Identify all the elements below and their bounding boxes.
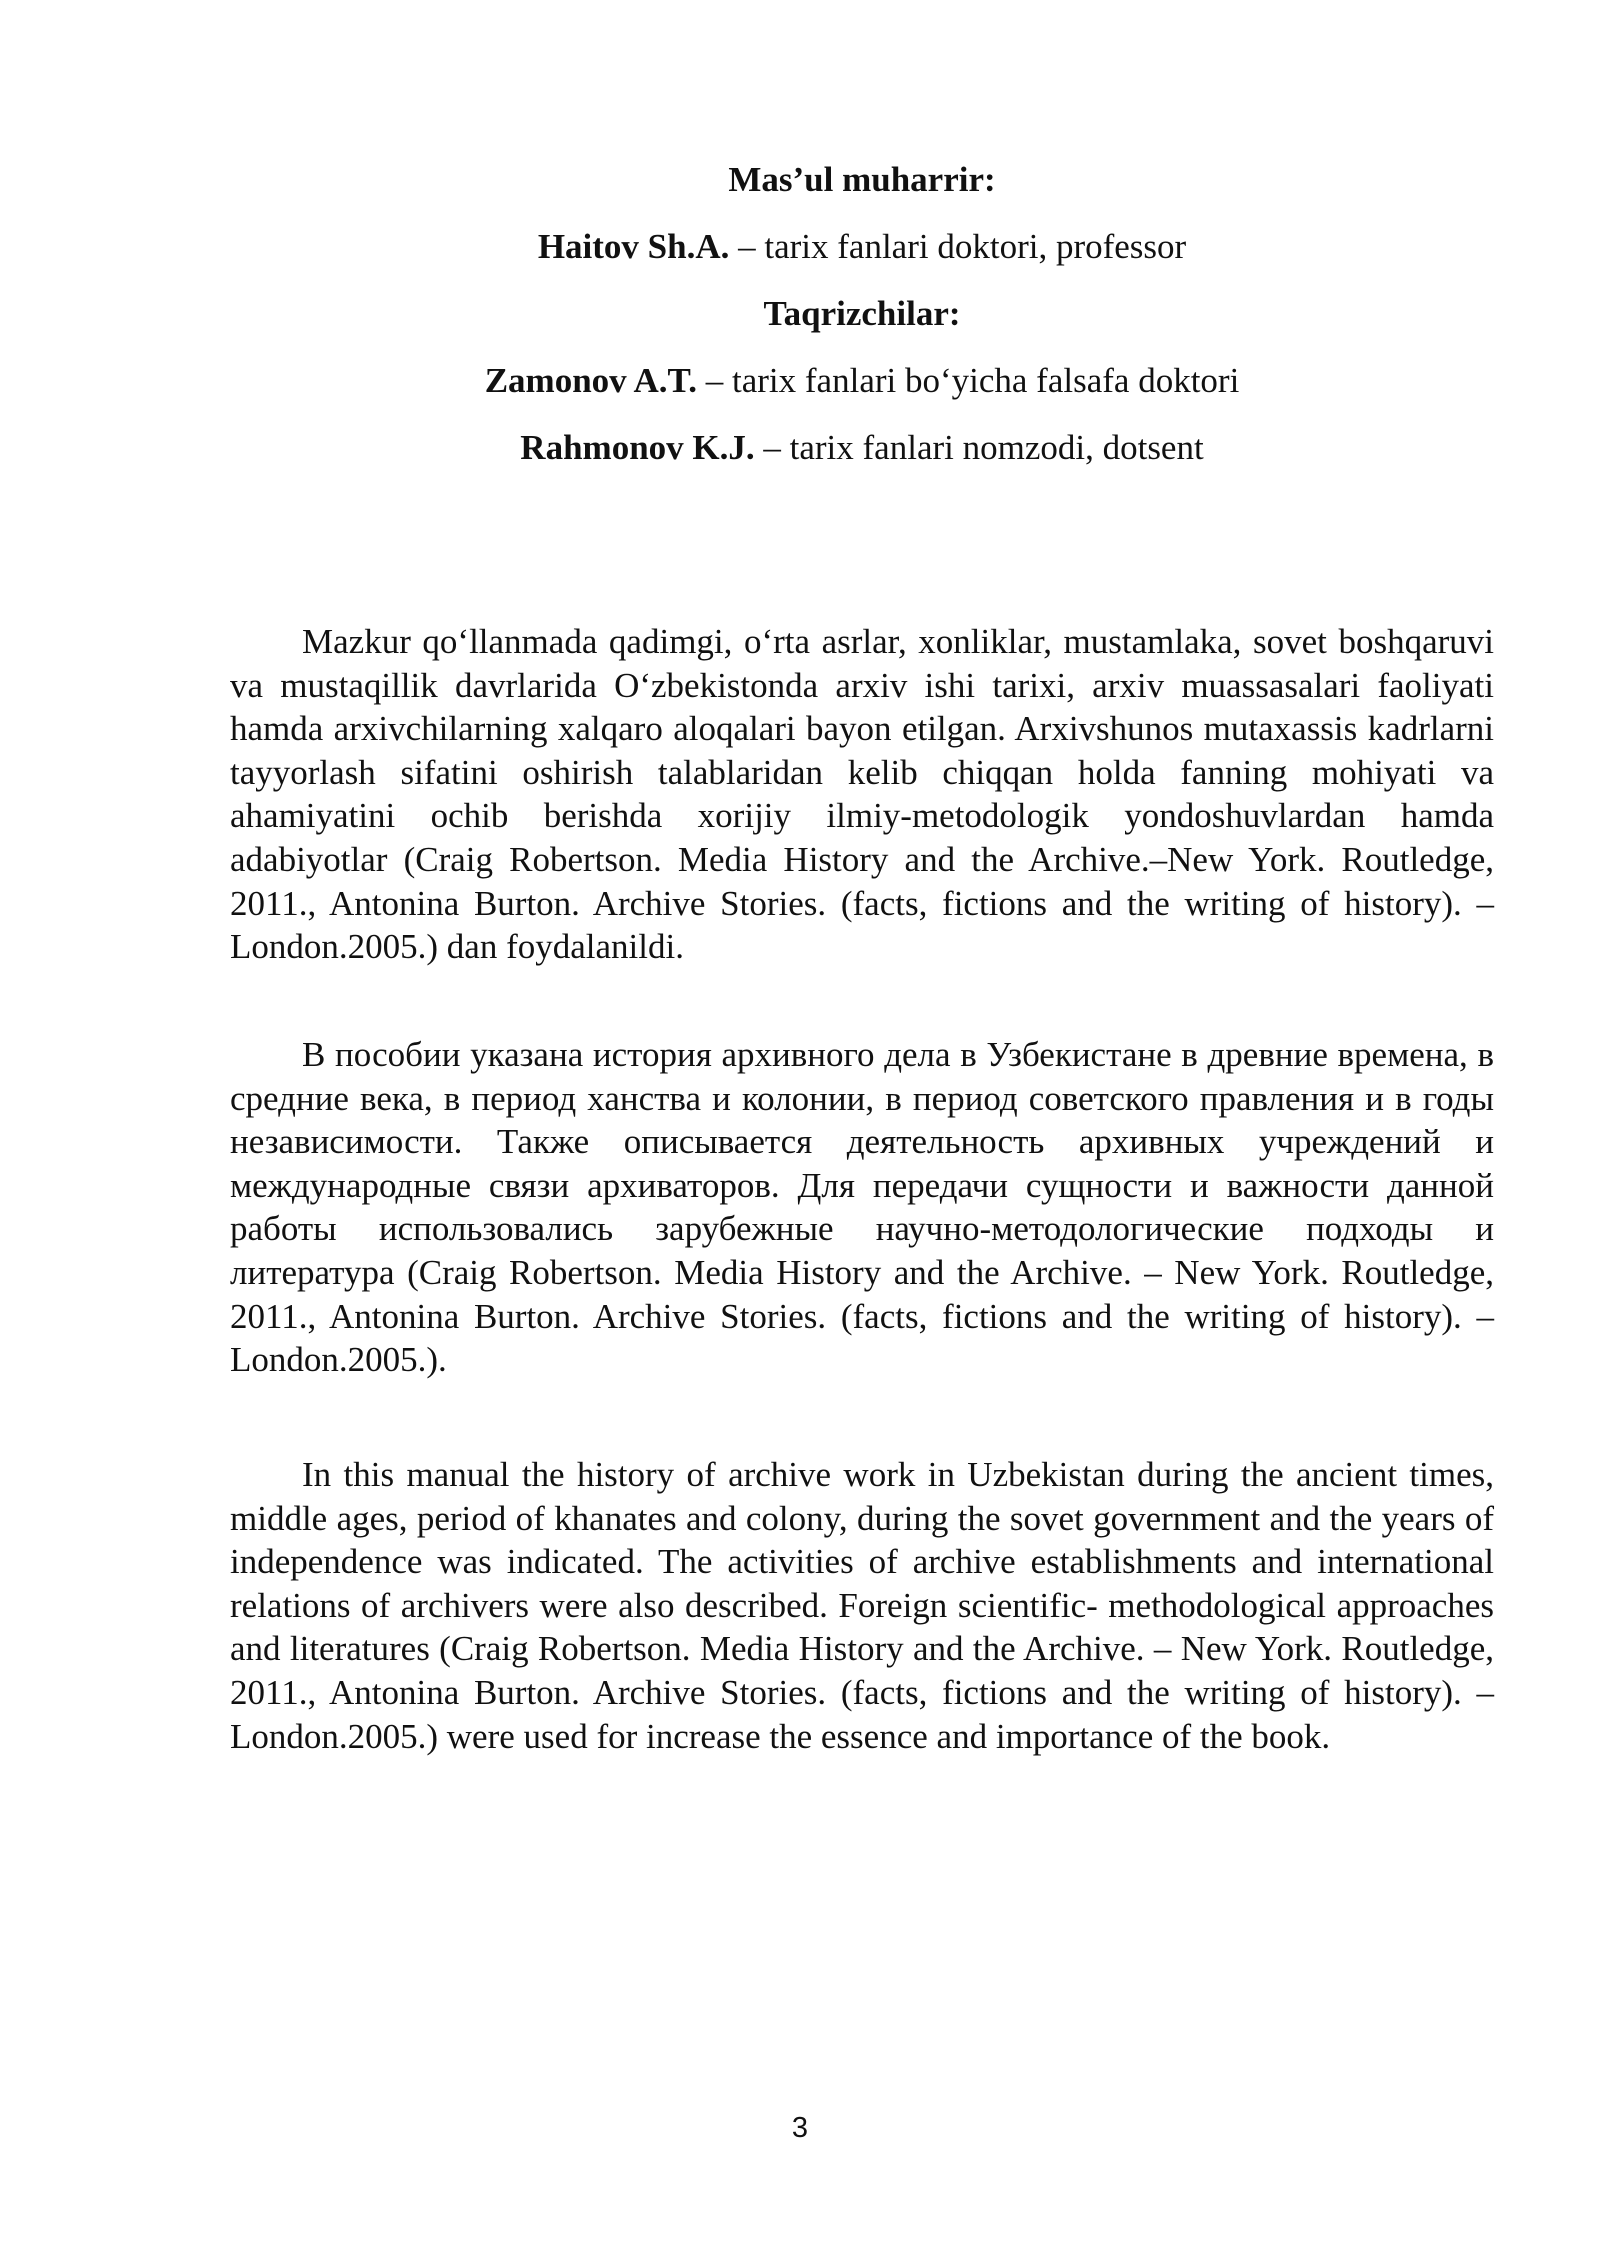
abstract-uzbek: Mazkur qo‘llanmada qadimgi, o‘rta asrlar, xonliklar, mustamlaka, sovet boshqaruvi va mustaqillik davrlarida O‘zbekistonda arxiv ishi tarixi, arxiv muassasalari faoliyati hamda arxivchilarning xalqaro aloqalari bayon etilgan. Arxivshunos mutaxassis kadrlarni tayyorlash sifatini oshirish talablaridan kelib chiqqan holda fanning mohiyati va ahamiyatini ochib berishda xorijiy ilmiy-metodologik yondoshuvlardan hamda adabiyotlar (Craig Robertson. Media History and the Archive.–New York. Routledge, 2011., Antonina Burton. Archive Stories. (facts, fictions and the writing of history). – London.2005.) dan foydalanildi.	[230, 622, 1494, 967]
reviewer-name: Rahmonov K.J.	[520, 428, 755, 467]
reviewers-heading: Taqrizchilar:	[763, 294, 961, 333]
editor-line	[230, 213, 1494, 280]
reviewer-line	[230, 414, 1494, 481]
editor-name: Haitov Sh.A.	[537, 227, 730, 266]
reviewer-name: Zamonov A.T.	[484, 361, 698, 400]
editor-role: – tarix fanlari doktori, professor	[729, 227, 1187, 266]
reviewer-line	[230, 347, 1494, 414]
page-number: 3	[791, 2112, 809, 2144]
reviewer-role: – tarix fanlari bo‘yicha falsafa doktori	[697, 361, 1240, 400]
abstract-english: In this manual the history of archive work in Uzbekistan during the ancient times, middle ages, period of khanates and colony, during the sovet government and the years of independence was indicated. The activities of archive establishments and international relations of archivers were also described. Foreign scientific- methodological approaches and literatures (Craig Robertson. Media History and the Archive. – New York. Routledge, 2011., Antonina Burton. Archive Stories. (facts, fictions and the writing of history). – London.2005.) were used for increase the essence and importance of the book.	[230, 1455, 1494, 1756]
abstract-russian: В пособии указана история архивного дела в Узбекистане в древние времена, в средние века, в период ханства и колонии, в период советского правления и в годы независимости. Также описывается деятельность архивных учреждений и международные связи архиваторов. Для передачи сущности и важности данной работы использовались зарубежные научно-методологические подходы и литература (Craig Robertson. Media History and the Archive. – New York. Routledge, 2011., Antonina Burton. Archive Stories. (facts, fictions and the writing of history). – London.2005.).	[230, 1035, 1494, 1380]
credits-block	[230, 146, 1494, 481]
editor-heading: Mas’ul muharrir:	[728, 160, 996, 199]
reviewer-role: – tarix fanlari nomzodi, dotsent	[754, 428, 1204, 467]
